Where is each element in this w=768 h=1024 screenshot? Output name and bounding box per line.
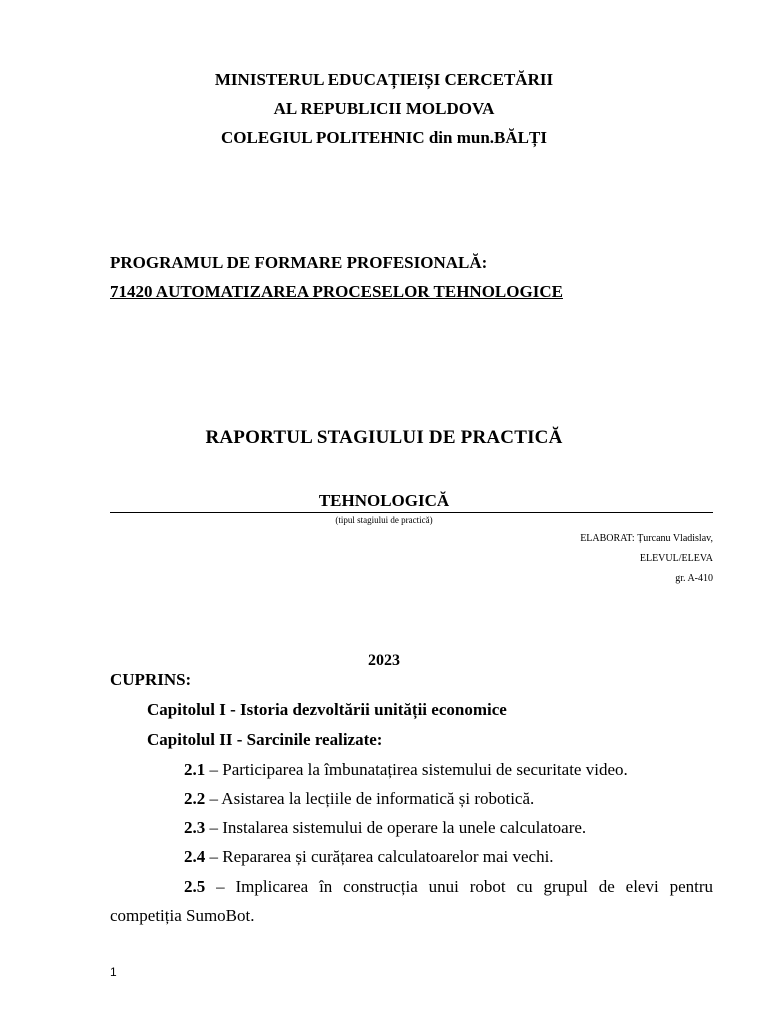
page-number: 1 (110, 965, 117, 979)
toc-item-2-1 (184, 760, 628, 780)
toc-item-2-4 (184, 847, 554, 867)
toc-item-text: – Implicarea în construcția unui robot cu grupul de elevi pentru competiția SumoBot. (110, 877, 713, 925)
toc-chapter-2: Capitolul II - Sarcinile realizate: (147, 730, 383, 749)
toc-item-number: 2.5 (184, 877, 206, 896)
toc-item-text: – Participarea la îmbunatațirea sistemului de securitate video. (205, 760, 628, 779)
author-role: ELEVUL/ELEVA (639, 553, 713, 564)
toc-item-text: – Repararea și curățarea calculatoarelor mai vechi. (205, 847, 554, 866)
college-line: COLEGIUL POLITEHNIC din mun.BĂLȚI (221, 128, 547, 147)
author-elaborat: ELABORAT: Țurcanu Vladislav, (580, 533, 713, 544)
practice-type-underline (110, 512, 713, 513)
program-code-title: 71420 AUTOMATIZAREA PROCESELOR TEHNOLOGICE (110, 282, 563, 301)
practice-type-caption: (tipul stagiului de practică) (335, 515, 433, 525)
toc-chapter-1: Capitolul I - Istoria dezvoltării unității economice (147, 700, 507, 719)
toc-item-2-3 (184, 818, 586, 838)
report-title: RAPORTUL STAGIULUI DE PRACTICĂ (205, 427, 563, 448)
republic-line: AL REPUBLICII MOLDOVA (273, 99, 495, 118)
toc-item-text: – Asistarea la lecțiile de informatică și robotică. (205, 789, 535, 808)
toc-title: CUPRINS: (110, 670, 192, 689)
toc-item-number: 2.1 (184, 760, 206, 779)
author-group: gr. A-410 (675, 573, 713, 584)
toc-item-number: 2.4 (184, 847, 206, 866)
toc-item-number: 2.2 (184, 789, 206, 808)
ministry-line: MINISTERUL EDUCAȚIEIȘI CERCETĂRII (214, 70, 554, 89)
toc-item-text: – Instalarea sistemului de operare la unele calculatoare. (205, 818, 587, 837)
toc-item-2-2 (184, 789, 534, 809)
program-label: PROGRAMUL DE FORMARE PROFESIONALĂ: (110, 253, 488, 272)
toc-item-2-5 (110, 872, 713, 930)
report-year: 2023 (368, 652, 400, 669)
toc-item-number: 2.3 (184, 818, 206, 837)
practice-type: TEHNOLOGICĂ (318, 491, 450, 510)
